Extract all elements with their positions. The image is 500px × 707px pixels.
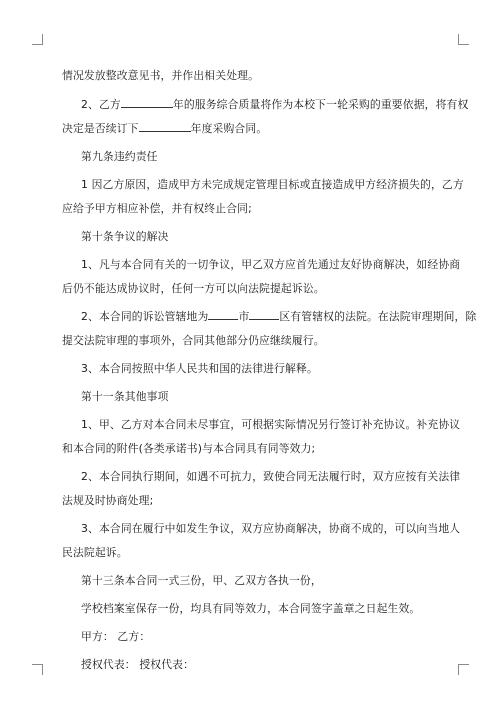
paragraph-line: 提交法院审理的事项外，合同其他部分仍应继续履行。	[62, 334, 325, 347]
paragraph-line	[62, 117, 442, 141]
paragraph-line: 法规及时协商处理;	[62, 494, 154, 507]
fill-in-blank[interactable]	[249, 308, 279, 320]
page-corner-mark-bottom-left	[32, 664, 43, 675]
text-run: 年度采购合同。	[190, 122, 268, 135]
paragraph-line	[62, 93, 469, 117]
paragraph-line: 学校档案室保存一份，均具有同等效力，本合同签字盖章之日起生效。	[81, 602, 421, 615]
paragraph-line: 1、甲、乙方对本合同未尽事宜，可根据实际情况另行签订补充协议。补充协议	[81, 418, 461, 431]
paragraph-line: 后仍不能达成协议时，任何一方可以向法院提起诉讼。	[62, 282, 325, 295]
section-heading: 第十条争议的解决	[81, 230, 169, 243]
signature-line-parties: 甲方： 乙方：	[81, 630, 151, 643]
document-page	[62, 64, 477, 677]
page-corner-mark-top-right	[458, 34, 469, 45]
text-run: 年的服务综合质量将作为本校下一轮采购的重要依据，将有权	[172, 98, 469, 111]
text-run: 2、乙方	[81, 98, 121, 111]
fill-in-blank[interactable]	[139, 120, 191, 132]
text-run: 市	[238, 310, 250, 323]
paragraph-line: 和本合同的附件(各类承诺书)与本合同具有同等效力;	[62, 442, 316, 455]
paragraph-line: 1、凡与本合同有关的一切争议，甲乙双方应首先通过友好协商解决，如经协商	[81, 258, 461, 271]
page-corner-mark-bottom-right	[458, 664, 469, 675]
paragraph-line: 3、本合同在履行中如发生争议，双方应协商解决，协商不成的，可以向当地人	[81, 522, 461, 535]
paragraph-line: 应给予甲方相应补偿，并有权终止合同;	[62, 202, 252, 215]
section-heading: 第十三条本合同一式三份，甲、乙双方各执一份，	[81, 574, 322, 587]
fill-in-blank[interactable]	[208, 308, 238, 320]
paragraph-line	[62, 305, 477, 329]
paragraph-line: 1 因乙方原因，造成甲方未完成规定管理目标或直接造成甲方经济损失的，乙方	[81, 178, 464, 191]
signature-line-representatives: 授权代表： 授权代表：	[81, 658, 195, 671]
paragraph-line: 2、本合同执行期间，如遇不可抗力，致使合同无法履行时，双方应按有关法律	[81, 470, 461, 483]
text-run: 区有管辖权的法院。在法院审理期间，除	[279, 310, 477, 323]
fill-in-blank[interactable]	[121, 96, 173, 108]
section-heading: 第九条违约责任	[81, 150, 158, 163]
paragraph-line: 情况发放整改意见书，并作出相关处理。	[62, 69, 260, 82]
text-run: 2、本合同的诉讼管辖地为	[81, 310, 209, 323]
paragraph-line: 民法院起诉。	[62, 546, 128, 559]
paragraph-line: 3、本合同按照中华人民共和国的法律进行解释。	[81, 362, 318, 375]
page-corner-mark-top-left	[32, 34, 43, 45]
text-run: 决定是否续订下	[62, 122, 139, 135]
section-heading: 第十一条其他事项	[81, 390, 169, 403]
